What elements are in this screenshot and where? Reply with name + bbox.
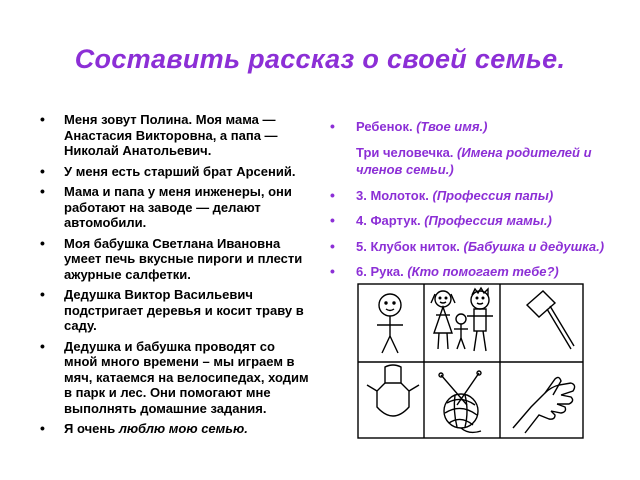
story-item [40,287,310,334]
story-text: Моя бабушка Светлана Ивановна умеет печь вкусные пироги и плести ажурные салфетки. [64,235,303,282]
plan-item [330,144,620,179]
plan-item [330,187,620,205]
yarn-ball-icon [439,371,481,432]
story-item [40,236,310,283]
story-text: Меня зовут Полина. Моя мама — Анастасия Викторовна, а папа — Николай Анатольевич. [64,112,278,158]
story-item [40,112,310,159]
apron-icon [367,365,419,416]
story-text: Дедушка и бабушка проводят со мной много времени – мы играем в мяч, катаемся на велосипедах, ходим в парк и лес. Они помогают мне выполнять домашние задания. [64,338,309,416]
picture-grid-border [358,284,583,438]
family-figures [431,288,493,351]
story-list [40,112,310,442]
plan-text: 5. Клубок ниток. [356,238,464,254]
story-item [40,339,310,417]
plan-item [330,263,620,281]
plan-italic: (Имена родителей и членов семьи.) [356,144,592,177]
plan-item [330,238,620,256]
plan-text: 4. Фартук. [356,213,425,228]
plan-list [330,118,620,289]
story-text: Я очень [64,421,119,436]
plan-text: 3. Молоток. [356,187,433,203]
story-text: У меня есть старший брат Арсений. [64,163,296,179]
plan-italic: (Бабушка и дедушка.) [463,238,605,254]
story-italic: люблю мою семью. [118,421,248,436]
story-item [40,421,310,437]
child-figure [377,294,403,353]
story-text: Мама и папа у меня инженеры, они работают на заводе — делают автомобили. [64,184,292,230]
plan-item [330,118,620,136]
story-item [40,164,310,180]
plan-text: Три человечка. [356,144,458,160]
hammer-icon [527,291,574,349]
plan-italic: (Кто помогает тебе?) [407,264,559,279]
picture-grid [357,283,584,439]
plan-italic: (Профессия мамы.) [424,213,552,228]
story-text: Дедушка Виктор Васильевич подстригает деревья и косит траву в саду. [64,287,304,333]
plan-text: 6. Рука. [356,264,408,279]
plan-italic: (Твое имя.) [416,119,488,134]
plan-text: Ребенок. [356,119,417,134]
plan-italic: (Профессия папы) [432,187,554,203]
story-item [40,184,310,231]
page-title: Составить рассказ о своей семье. [74,44,566,74]
plan-item [330,212,620,230]
hand-icon [513,377,575,433]
